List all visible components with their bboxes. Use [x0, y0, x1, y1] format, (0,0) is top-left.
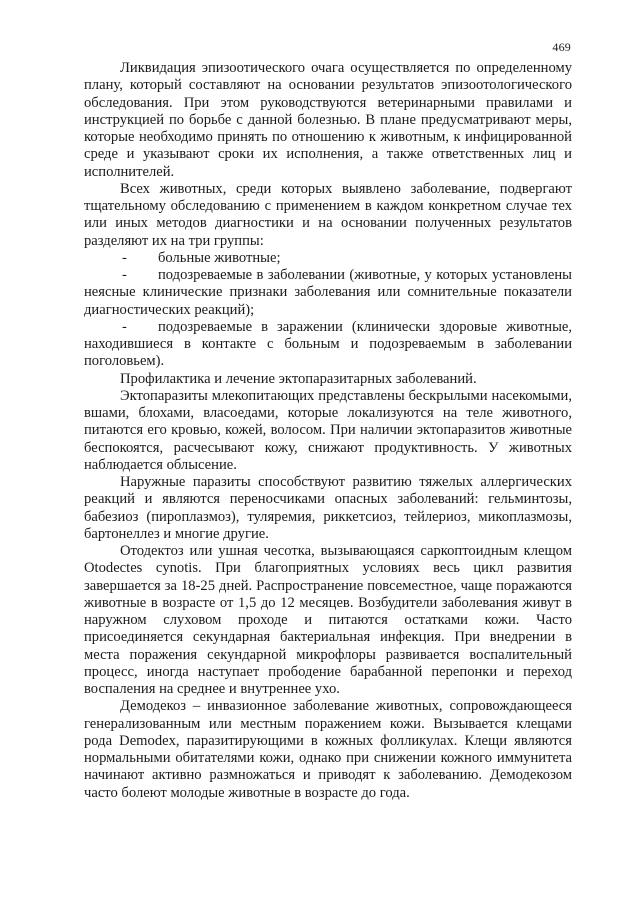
list-item-text: подозреваемые в заражении (клинически здоровые животные, находившиеся в контакте с больным и подозреваемым в заболевании поголовьем). — [84, 318, 572, 370]
body-text — [84, 60, 572, 802]
list-item-suspected-infection — [84, 319, 572, 371]
list-dash: - — [122, 249, 127, 266]
page-number: 469 — [552, 40, 571, 54]
list-item-suspected-disease — [84, 267, 572, 319]
list-item-sick — [84, 250, 572, 267]
paragraph-ectoparasites: Эктопаразиты млекопитающих представлены бескрылыми насекомыми, вшами, блохами, власоедами, которые локализуются на теле животного, питаются его кровью, кожей, волосом. При наличии эктопаразитов животные беспокоятся, расчесывают кожу, снижают продуктивность. У животных наблюдается облысение. — [84, 387, 572, 473]
list-item-text: подозреваемые в заболевании (животные, у которых установлены неясные клинические признаки заболевания или сомнительные показатели диагностических реакций); — [84, 267, 572, 318]
paragraph-outbreak-liquidation: Ликвидация эпизоотического очага осуществляется по определенному плану, который составляют на основании результатов эпизоотологического обследования. При этом руководствуются ветеринарными правилами и инструкцией по борьбе с данной болезнью. В плане предусматривают меры, которые необходимо принять по отношению к животным, к инфицированной среде и указывают сроки их исполнения, а также ответственных лиц и исполнителей. — [84, 60, 572, 180]
list-item-text: больные животные; — [158, 249, 281, 266]
paragraph-animal-groups-intro: Всех животных, среди которых выявлено заболевание, подвергают тщательному обследованию с применением в каждом конкретном случае тех или иных методов диагностики и на основании полученных результатов разделяют их на три группы: — [84, 180, 572, 249]
paragraph-otodectosis: Отодектоз или ушная чесотка, вызывающаяся саркоптоидным клещом Otodectes cynotis. При благоприятных условиях весь цикл развития завершается за 18-25 дней. Распространение повсеместное, чаще поражаются животные в возрасте от 1,5 до 12 месяцев. Возбудители заболевания живут в наружном слуховом проходе и питаются остатками кожи. Часто присоединяется секундарная бактериальная инфекция. При внедрении в места поражения секундарной микрофлоры развивается воспалительный процесс, иногда наступает прободение барабанной перепонки и переход воспаления на среднее и внутреннее ухо. — [84, 543, 572, 697]
list-dash: - — [122, 318, 127, 335]
paragraph-demodicosis: Демодекоз – инвазионное заболевание животных, сопровождающееся генерализованным или местным поражением кожи. Вызывается клещами рода Demodex, паразитирующими в кожных фолликулах. Клещи являются нормальными обитателями кожи, однако при снижении кожного иммунитета начинают активно размножаться и приводят к заболеванию. Демодекозом часто болеют молодые животные в возрасте до года. — [84, 698, 572, 801]
list-dash: - — [122, 267, 127, 283]
paragraph-section-heading: Профилактика и лечение эктопаразитарных заболеваний. — [120, 370, 477, 387]
paragraph-external-parasites: Наружные паразиты способствуют развитию тяжелых аллергических реакций и являются переносчиками опасных заболеваний: гельминтозы, бабезиоз (пироплазмоз), туляремия, риккетсиоз, тейлериоз, микоплазмозы, бартонеллез и многие другие. — [84, 474, 572, 542]
